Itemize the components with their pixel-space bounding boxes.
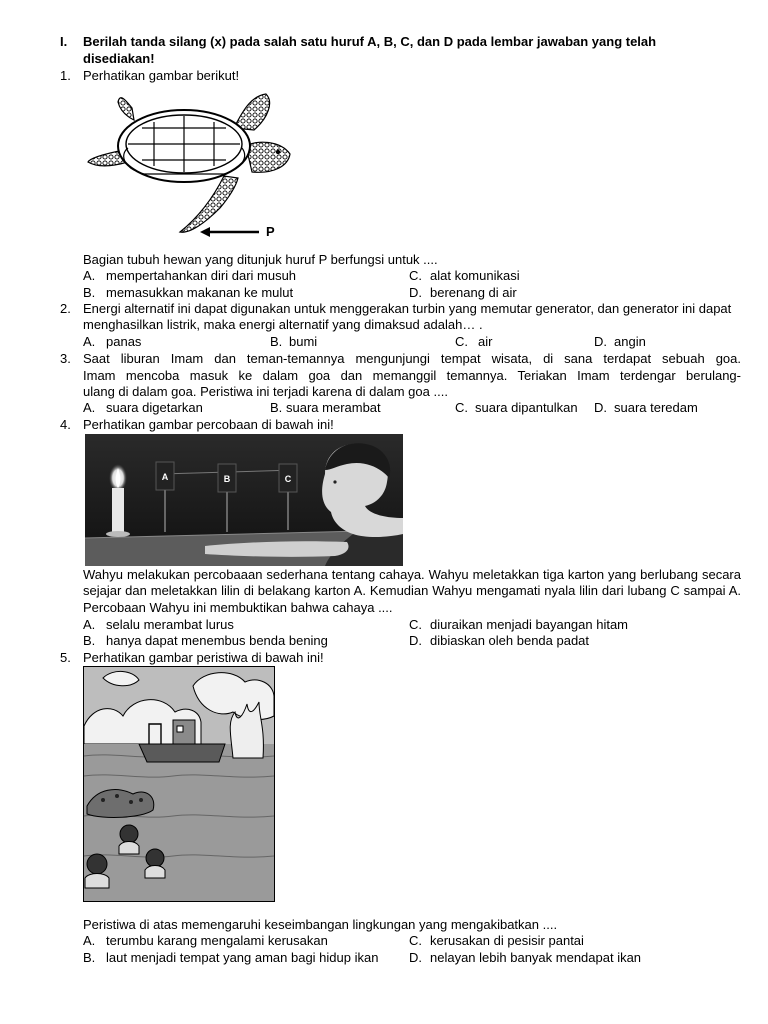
q1-option-c-text: alat komunikasi [430, 268, 520, 283]
q4-option-b-letter: B. [83, 633, 96, 648]
q2-option-c-text: air [478, 334, 493, 349]
q2-option-a-letter: A. [83, 334, 96, 349]
question-3-number: 3. [60, 351, 71, 366]
q1-option-b-text: memasukkan makanan ke mulut [106, 285, 294, 300]
question-5-intro: Perhatikan gambar peristiwa di bawah ini! [83, 650, 324, 665]
q2-option-c-letter: C. [455, 334, 468, 349]
question-3-stem-line-2: Imam mencoba masuk ke dalam goa dan memanggil temannya. Teriakan Imam terdengar berulang- [83, 368, 741, 383]
q5-option-c-letter: C. [409, 933, 422, 948]
q3-option-b-letter: B. [270, 400, 283, 415]
q1-option-d-text: berenang di air [430, 285, 517, 300]
question-1-intro: Perhatikan gambar berikut! [83, 68, 240, 83]
card-label-a: A [161, 472, 169, 482]
question-4-number: 4. [60, 417, 71, 432]
q2-option-b-text: bumi [289, 334, 318, 349]
q3-option-a-text: suara digetarkan [106, 400, 203, 415]
q4-option-c-letter: C. [409, 617, 422, 632]
question-1-stem: Bagian tubuh hewan yang ditunjuk huruf P berfungsi untuk .... [83, 252, 438, 267]
q5-option-b-letter: B. [83, 950, 96, 965]
q5-option-c-text: kerusakan di pesisir pantai [430, 933, 584, 948]
q1-option-a-text: mempertahankan diri dari musuh [106, 268, 297, 283]
fish-bombing-illustration [83, 666, 275, 902]
question-4-stem: Wahyu melakukan percobaaan sederhana tentang cahaya. Wahyu meletakkan tiga karton yang berlubang secara sejajar dan meletakkan lilin di belakang karton A. Kemudian Wahyu mengamati nyala lilin dari lubang C sampai A. Percobaan Wahyu ini membuktikan bahwa cahaya .... [83, 567, 741, 615]
q2-option-a-text: panas [106, 334, 142, 349]
q2-option-d-text: angin [614, 334, 646, 349]
q3-option-c-letter: C. [455, 400, 468, 415]
q5-option-d-text: nelayan lebih banyak mendapat ikan [430, 950, 642, 965]
q4-option-a-letter: A. [83, 617, 96, 632]
q5-option-a-text: terumbu karang mengalami kerusakan [106, 933, 328, 948]
q4-option-d-letter: D. [409, 633, 422, 648]
light-experiment-photo [85, 434, 403, 566]
q4-option-c-text: diuraikan menjadi bayangan hitam [430, 617, 629, 632]
question-5-stem: Peristiwa di atas memengaruhi keseimbangan lingkungan yang mengakibatkan .... [83, 917, 558, 932]
q4-option-b-text: hanya dapat menembus benda bening [106, 633, 328, 648]
q2-option-d-letter: D. [594, 334, 607, 349]
q3-option-d-letter: D. [594, 400, 607, 415]
q1-option-b-letter: B. [83, 285, 96, 300]
q5-option-a-letter: A. [83, 933, 96, 948]
question-3-stem-line-1: Saat liburan Imam dan teman-temannya mengunjungi tempat wisata, di sana terdapat sebuah goa. [83, 351, 741, 366]
question-1-number: 1. [60, 68, 71, 83]
q1-option-c-letter: C. [409, 268, 422, 283]
q5-option-d-letter: D. [409, 950, 422, 965]
question-2-number: 2. [60, 301, 71, 316]
q3-option-d-text: suara teredam [614, 400, 698, 415]
instruction-line-2: disediakan! [83, 51, 155, 66]
card-label-b: B [223, 474, 231, 484]
card-label-c: C [284, 474, 292, 484]
q1-option-d-letter: D. [409, 285, 422, 300]
q2-option-b-letter: B. [270, 334, 283, 349]
q1-option-a-letter: A. [83, 268, 96, 283]
q4-option-d-text: dibiaskan oleh benda padat [430, 633, 590, 648]
question-2-stem: Energi alternatif ini dapat digunakan untuk menggerakan turbin yang memutar generator, dan generator ini dapat menghasilkan listrik, maka energi alternatif yang dimaksud adalah… . [83, 301, 732, 333]
question-4-intro: Perhatikan gambar percobaan di bawah ini! [83, 417, 334, 432]
q5-option-b-text: laut menjadi tempat yang aman bagi hidup ikan [106, 950, 379, 965]
q3-option-b-text: suara merambat [286, 400, 381, 415]
question-3-stem-line-3: ulang di dalam goa. Peristiwa ini terjadi karena di dalam goa .... [83, 384, 448, 399]
q3-option-a-letter: A. [83, 400, 96, 415]
instruction-line-1: Berilah tanda silang (x) pada salah satu huruf A, B, C, dan D pada lembar jawaban yang telah [83, 34, 657, 49]
instruction-marker: I. [60, 34, 68, 49]
pointer-label-p: P [266, 224, 275, 238]
question-5-number: 5. [60, 650, 71, 665]
q3-option-c-text: suara dipantulkan [475, 400, 578, 415]
q4-option-a-text: selalu merambat lurus [106, 617, 234, 632]
turtle-figure [84, 88, 294, 238]
